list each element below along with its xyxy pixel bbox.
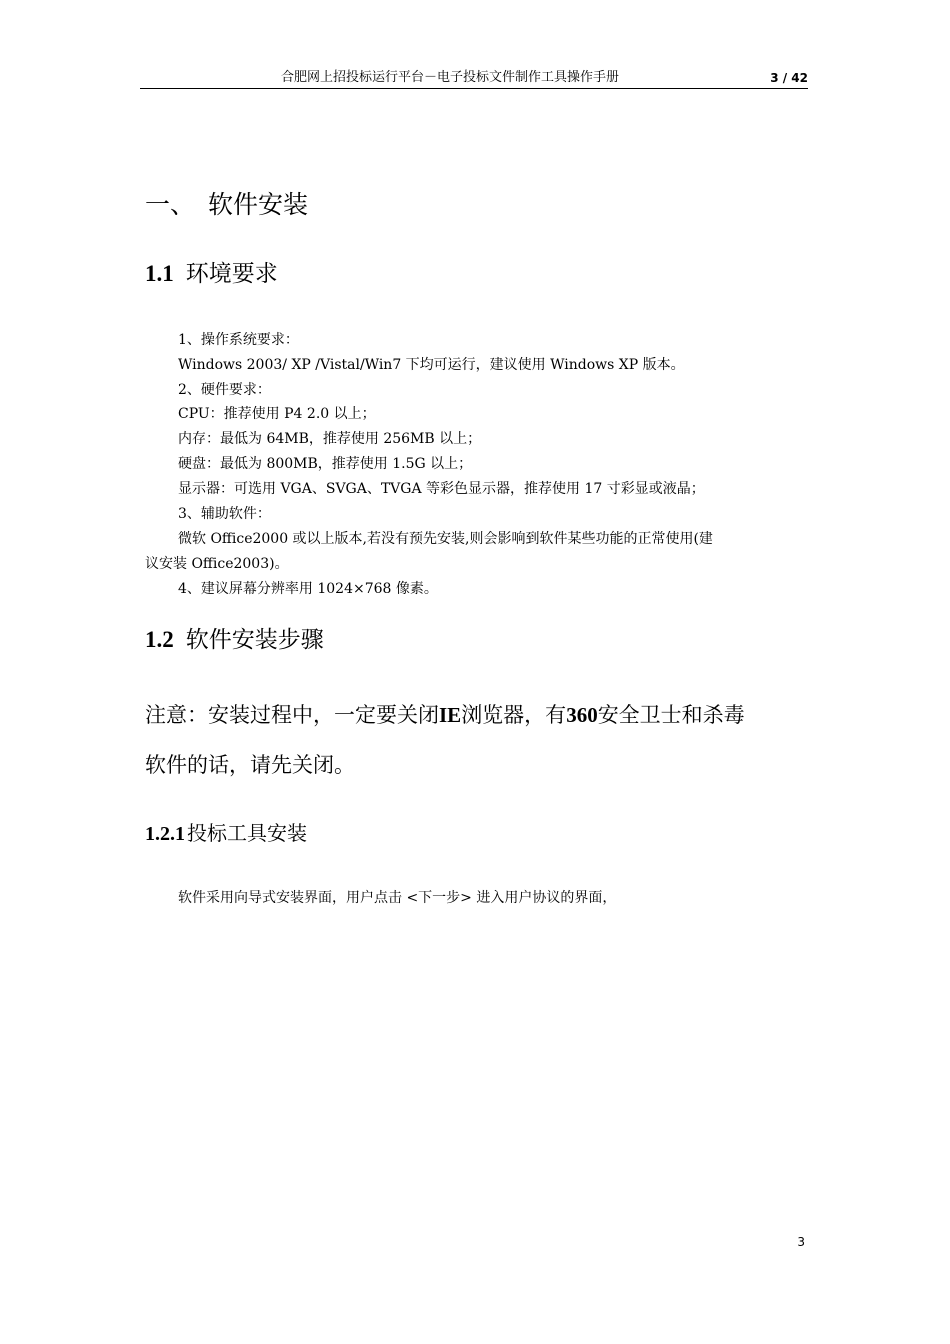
req-line-display: 显示器：可选用 VGA、SVGA、TVGA 等彩色显示器，推荐使用 17 寸彩显或液晶； <box>178 481 705 497</box>
section-1-2-1-heading <box>145 820 307 847</box>
warning-text-3: 安全卫士和杀毒 <box>597 703 745 727</box>
section-1-title: 软件安装 <box>208 190 309 219</box>
req-line-disk: 硬盘：最低为 800MB，推荐使用 1.5G 以上； <box>178 456 473 472</box>
req-line-hw-heading: 2、硬件要求： <box>178 382 271 398</box>
install-warning-line-2: 软件的话，请先关闭。 <box>145 753 355 777</box>
req-line-aux-heading: 3、辅助软件： <box>178 506 271 522</box>
req-line-cpu: CPU：推荐使用 P4 2.0 以上； <box>178 406 376 422</box>
install-warning-line-1 <box>145 702 745 728</box>
req-line-os-heading: 1、操作系统要求： <box>178 332 299 348</box>
req-line-office: 微软 Office2000 或以上版本,若没有预先安装,则会影响到软件某些功能的正常使用(建 <box>178 531 713 547</box>
warning-ie: IE <box>439 703 462 727</box>
req-line-resolution: 4、建议屏幕分辨率用 1024×768 像素。 <box>178 581 438 597</box>
req-line-os-detail: Windows 2003/ XP /Vistal/Win7 下均可运行，建议使用 Windows XP 版本。 <box>178 357 685 373</box>
wizard-intro-text: 软件采用向导式安装界面，用户点击 <下一步> 进入用户协议的界面， <box>178 890 617 906</box>
section-1-2-1-title: 投标工具安装 <box>187 821 307 845</box>
footer-page-number: 3 <box>797 1235 805 1249</box>
header-rule <box>140 88 808 89</box>
req-line-memory: 内存：最低为 64MB，推荐使用 256MB 以上； <box>178 431 482 447</box>
header-title: 合肥网上招投标运行平台－电子投标文件制作工具操作手册 <box>280 70 619 85</box>
section-1-1-heading <box>145 260 278 288</box>
warning-text-1: 注意：安装过程中，一定要关闭 <box>145 703 439 727</box>
section-1-2-heading <box>145 626 324 654</box>
warning-360: 360 <box>566 703 598 727</box>
section-1-2-title: 软件安装步骤 <box>185 627 324 653</box>
section-1-1-number: 1.1 <box>145 261 174 286</box>
section-1-2-number: 1.2 <box>145 627 174 652</box>
warning-text-2: 浏览器，有 <box>461 703 567 727</box>
section-1-1-title: 环境要求 <box>185 261 278 287</box>
req-line-office-cont: 议安装 Office2003)。 <box>145 556 289 572</box>
section-1-number: 一、 <box>145 190 196 219</box>
header-page-indicator: 3 / 42 <box>770 71 808 85</box>
section-1-2-1-number: 1.2.1 <box>145 823 185 845</box>
